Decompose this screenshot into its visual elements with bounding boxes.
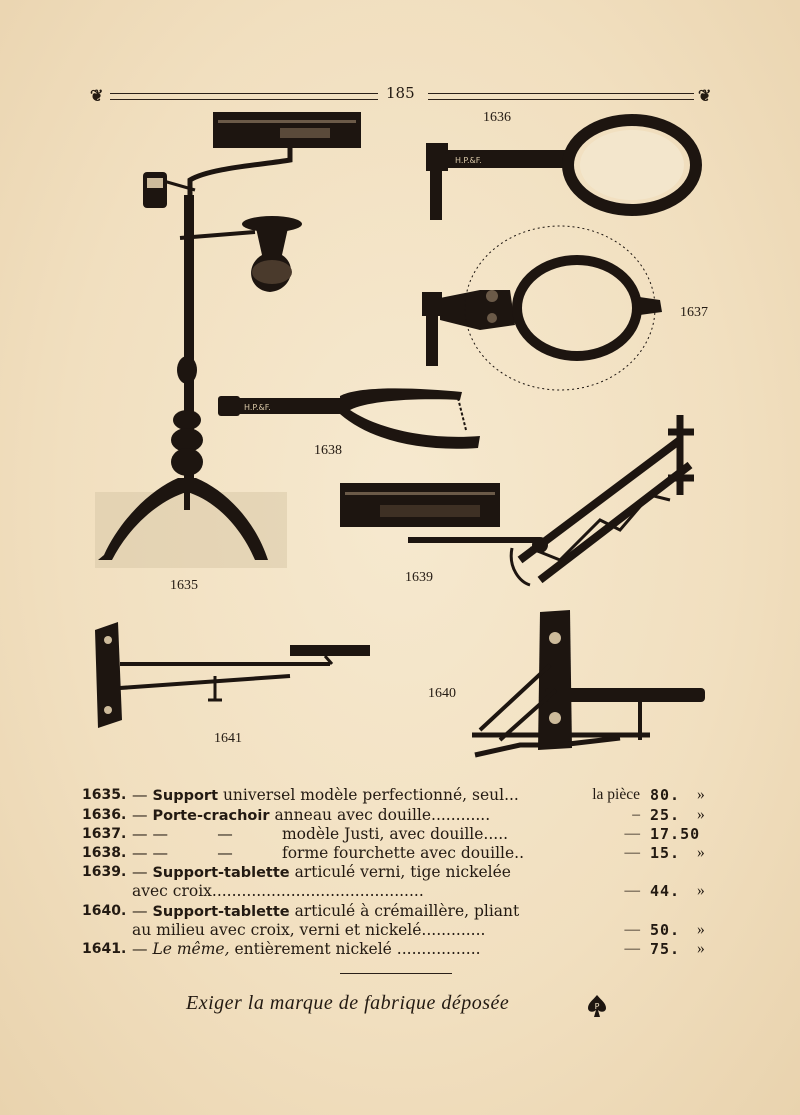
svg-text:P: P xyxy=(594,1002,600,1011)
list-item: 1637. — — — modèle Justi, avec douille..... — 17.50 xyxy=(82,825,701,843)
figure-label-1638: 1638 xyxy=(314,443,342,458)
figure-label-1637: 1637 xyxy=(680,305,708,320)
list-item: au milieu avec croix, verni et nickelé............. — 50. » xyxy=(132,921,705,939)
footer-rule xyxy=(340,973,452,974)
page-number: 185 xyxy=(386,84,415,102)
list-item: 1636. — Porte-crachoir anneau avec douille............ – 25. » xyxy=(82,806,705,824)
trademark-notice: Exiger la marque de fabrique déposée xyxy=(186,992,510,1014)
figure-label-1635: 1635 xyxy=(170,578,198,593)
list-item: 1639. — Support-tablette articulé verni, tige nickelée xyxy=(82,863,511,881)
svg-text:H.P.&F.: H.P.&F. xyxy=(455,156,482,165)
figure-1636-ring xyxy=(426,120,696,220)
figure-1635-stand xyxy=(95,112,361,568)
right-ornament-icon: ❦ xyxy=(698,86,712,105)
figure-label-1640: 1640 xyxy=(428,686,456,701)
figure-1637-justi-ring xyxy=(422,226,662,390)
figure-label-1639: 1639 xyxy=(405,570,433,585)
figure-1641-nickel-tablet xyxy=(95,622,370,728)
list-item: avec croix........................................... — 44. » xyxy=(132,882,705,900)
list-item: 1638. — — — forme fourchette avec douille.. — 15. » xyxy=(82,844,705,862)
figure-label-1636: 1636 xyxy=(483,110,511,125)
figure-1638-fork xyxy=(218,388,480,448)
list-item: 1635. — Support universel modèle perfectionné, seul... la pièce 80. » xyxy=(82,786,705,804)
list-item: 1640. — Support-tablette articulé à crémaillère, pliant xyxy=(82,902,520,920)
figure-label-1641: 1641 xyxy=(214,731,242,746)
spade-logo-icon xyxy=(587,994,607,1018)
list-item: 1641. — Le même, entièrement nickelé ................. — 75. » xyxy=(82,940,705,958)
svg-text:H.P.&F.: H.P.&F. xyxy=(244,403,271,412)
figure-1640-rack-tablet xyxy=(472,610,705,755)
left-ornament-icon: ❦ xyxy=(90,86,104,105)
